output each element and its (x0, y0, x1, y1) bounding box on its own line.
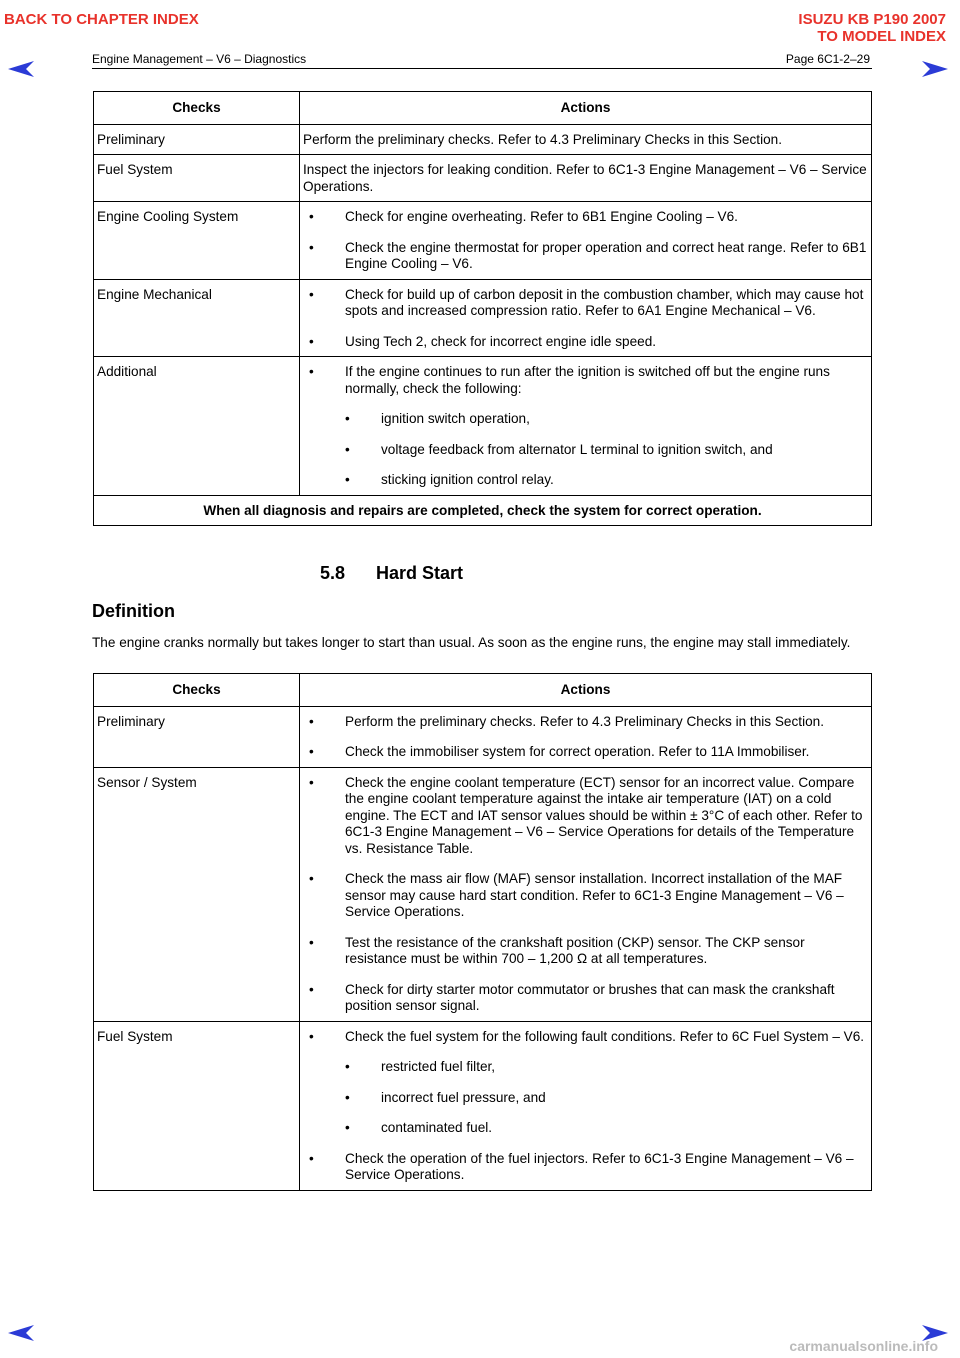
bullet-icon: • (309, 1150, 314, 1166)
bullet-icon: • (309, 744, 314, 759)
column-header-checks: Checks (94, 674, 300, 707)
table-row (94, 155, 872, 202)
previous-page-arrow-icon[interactable] (6, 1323, 36, 1343)
action-cell (300, 279, 872, 357)
bullet-text: Check for build up of carbon deposit in the combustion chamber, which may cause hot spots and increased compression ratio. Refer to 6A1 Engine Mechanical – V6. (345, 286, 864, 318)
bullet-icon: • (309, 934, 314, 950)
bullet-text: Check for engine overheating. Refer to 6B1 Engine Cooling – V6. (345, 209, 738, 224)
bullet-text: Check the engine thermostat for proper operation and correct heat range. Refer to 6B1 Engine Cooling – V6. (345, 239, 867, 271)
bullet-icon: • (345, 1120, 350, 1135)
table-row (94, 124, 872, 155)
previous-page-arrow-icon[interactable] (6, 59, 36, 79)
model-index-block (798, 11, 946, 45)
page-number: Page 6C1-2–29 (785, 52, 870, 66)
check-cell: Fuel System (94, 1021, 300, 1190)
check-cell: Sensor / System (94, 767, 300, 1021)
table-row (94, 202, 872, 280)
bullet-icon: • (309, 239, 314, 255)
table-row (94, 706, 872, 767)
sub-bullet-text: restricted fuel filter, (381, 1059, 496, 1074)
header-divider (92, 68, 872, 69)
bullet-text: Check the operation of the fuel injectors. Refer to 6C1-3 Engine Management – V6 – Service Operations. (345, 1150, 854, 1182)
check-cell: Additional (94, 357, 300, 496)
bullet-icon: • (309, 286, 314, 302)
check-cell: Engine Cooling System (94, 202, 300, 280)
bullet-icon: • (309, 209, 314, 224)
diagnostic-table-2 (93, 673, 872, 1191)
check-cell: Preliminary (94, 706, 300, 767)
bullet-text: Perform the preliminary checks. Refer to 4.3 Preliminary Checks in this Section. (345, 713, 824, 729)
bullet-icon: • (309, 333, 314, 349)
action-cell: Perform the preliminary checks. Refer to 4.3 Preliminary Checks in this Section. (300, 124, 872, 155)
watermark: carmanualsonline.info (789, 1338, 938, 1354)
bullet-text: Check the fuel system for the following fault conditions. Refer to 6C Fuel System – V6. (345, 1028, 865, 1044)
bullet-icon: • (345, 1089, 350, 1105)
table-footer-row (94, 495, 872, 526)
section-title-text: Hard Start (376, 563, 464, 583)
sub-bullet-text: incorrect fuel pressure, and (381, 1089, 546, 1105)
running-header-title: Engine Management – V6 – Diagnostics (92, 52, 307, 66)
column-header-checks: Checks (94, 92, 300, 125)
bullet-icon: • (309, 1028, 314, 1044)
diagnostic-table-1 (93, 91, 872, 526)
action-cell: Inspect the injectors for leaking condition. Refer to 6C1-3 Engine Management – V6 – Service Operations. (300, 155, 872, 202)
back-to-chapter-index-link[interactable]: BACK TO CHAPTER INDEX (4, 11, 199, 28)
column-header-actions: Actions (300, 92, 872, 125)
bullet-icon: • (345, 1059, 350, 1074)
bullet-text: If the engine continues to run after the ignition is switched off but the engine runs normally, check the following: (345, 364, 830, 396)
sub-bullet-text: voltage feedback from alternator L terminal to ignition switch, and (381, 441, 773, 457)
bullet-text: Check the mass air flow (MAF) sensor installation. Incorrect installation of the MAF sensor may cause hard start condition. Refer to 6C1-3 Engine Management – V6 – Service Operations. (345, 871, 844, 919)
table-row (94, 279, 872, 357)
action-cell (300, 706, 872, 767)
bullet-text: Check the immobiliser system for correct operation. Refer to 11A Immobiliser. (345, 744, 810, 759)
bullet-icon: • (309, 871, 314, 886)
check-cell: Preliminary (94, 124, 300, 155)
bullet-icon: • (309, 364, 314, 379)
bullet-icon: • (345, 472, 350, 487)
model-title: ISUZU KB P190 2007 (798, 11, 946, 28)
sub-bullet-text: sticking ignition control relay. (381, 472, 554, 487)
check-cell: Fuel System (94, 155, 300, 202)
column-header-actions: Actions (300, 674, 872, 707)
bullet-icon: • (345, 411, 350, 426)
bullet-icon: • (345, 441, 350, 457)
table-row (94, 767, 872, 1021)
to-model-index-link[interactable]: TO MODEL INDEX (817, 28, 946, 45)
section-number: 5.8 (320, 563, 346, 583)
definition-heading: Definition (92, 601, 175, 621)
action-cell (300, 202, 872, 280)
definition-text: The engine cranks normally but takes longer to start than usual. As soon as the engine runs, the engine may stall immediately. (92, 635, 851, 650)
completion-note: When all diagnosis and repairs are completed, check the system for correct operation. (94, 495, 872, 526)
action-cell (300, 357, 872, 496)
bullet-text: Test the resistance of the crankshaft position (CKP) sensor. The CKP sensor resistance must be within 700 – 1,200 Ω at all temperatures. (345, 934, 805, 966)
bullet-icon: • (309, 981, 314, 997)
action-cell (300, 1021, 872, 1190)
bullet-icon: • (309, 713, 314, 729)
next-page-arrow-icon[interactable] (920, 59, 950, 79)
bullet-text: Using Tech 2, check for incorrect engine idle speed. (345, 333, 657, 349)
action-cell (300, 767, 872, 1021)
sub-bullet-text: contaminated fuel. (381, 1120, 493, 1135)
bullet-text: Check for dirty starter motor commutator or brushes that can mask the crankshaft position sensor signal. (345, 981, 835, 1013)
check-cell: Engine Mechanical (94, 279, 300, 357)
sub-bullet-text: ignition switch operation, (381, 411, 530, 426)
table-row (94, 357, 872, 496)
bullet-icon: • (309, 774, 314, 790)
table-row (94, 1021, 872, 1190)
bullet-text: Check the engine coolant temperature (ECT) sensor for an incorrect value. Compare the engine coolant temperature against the intake air temperature (IAT) on a cold engine. The ECT and IAT sensor values should be within ± 3°C of each other. Refer to 6C1-3 Engine Management – V6 – Service Operations for details of the Temperature vs. Resistance Table. (345, 774, 863, 856)
section-title (320, 563, 463, 584)
